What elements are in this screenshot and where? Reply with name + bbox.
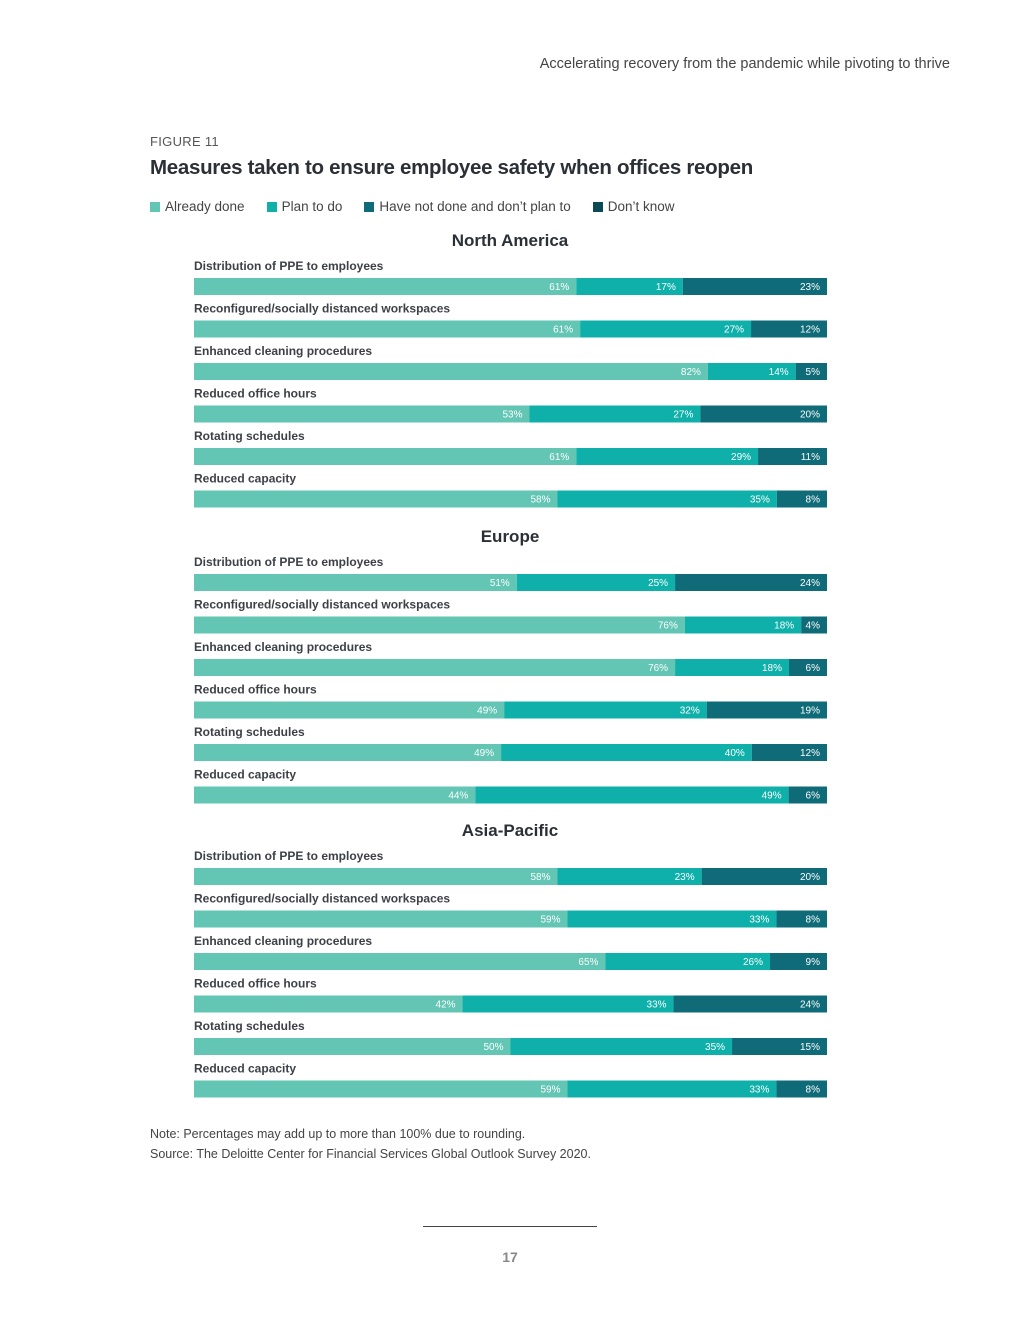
data-label: 40% [724,748,745,759]
bar-segment-plan-to-do [558,491,777,508]
bar-segment-already-done [194,996,463,1013]
row-label: Distribution of PPE to employees [194,849,384,863]
bar-segment-already-done [194,702,504,719]
data-label: 18% [762,663,783,674]
data-label: 76% [648,663,669,674]
row-label: Reconfigured/socially distanced workspaces [194,301,451,316]
bar-segment-already-done [194,278,576,295]
data-label: 8% [805,494,820,506]
source-text: Source: The Deloitte Center for Financial Services Global Outlook Survey 2020. [150,1147,591,1161]
bar-segment-plan-to-do [511,1038,733,1055]
data-label: 23% [799,282,820,293]
bar-segment-already-done [194,617,685,634]
bar-segment-plan-to-do [475,787,788,804]
data-label: 17% [655,282,676,293]
data-label: 25% [648,578,669,589]
data-label: 61% [553,324,574,336]
data-label: 8% [805,1084,820,1096]
data-label: 49% [477,705,498,717]
row-label: Reduced capacity [194,1061,297,1076]
data-label: 9% [805,957,820,968]
data-label: 26% [743,957,764,968]
data-label: 18% [774,620,795,632]
data-label: 61% [549,452,570,463]
row-label: Reduced office hours [194,386,317,401]
bar-segment-already-done [194,911,567,928]
data-label: 82% [680,367,701,378]
row-label: Enhanced cleaning procedures [194,934,373,948]
row-label: Reduced capacity [194,471,297,486]
data-label: 12% [799,748,820,759]
bar-segment-plan-to-do [567,911,776,928]
row-label: Enhanced cleaning procedures [194,344,373,358]
data-label: 33% [646,999,667,1011]
bar-segment-already-done [194,406,529,423]
data-label: 6% [805,790,820,802]
data-label: 29% [731,452,752,463]
bar-segment-plan-to-do [504,702,707,719]
data-label: 14% [768,367,789,378]
bar-segment-already-done [194,744,501,761]
row-label: Distribution of PPE to employees [194,555,384,569]
row-label: Reduced office hours [194,976,317,991]
data-label: 24% [799,578,820,589]
data-label: 4% [805,620,820,632]
data-label: 49% [761,790,782,802]
data-label: 53% [502,409,523,421]
running-header: Accelerating recovery from the pandemic while pivoting to thrive [539,56,950,72]
data-label: 58% [530,494,551,506]
data-label: 58% [530,872,551,883]
data-label: 44% [448,790,469,802]
data-label: 42% [435,999,456,1011]
row-label: Reduced office hours [194,682,317,697]
legend-label: Don’t know [607,199,675,214]
data-label: 50% [483,1042,504,1053]
bar-segment-already-done [194,868,558,885]
data-label: 49% [474,748,495,759]
data-label: 76% [657,620,678,632]
bar-segment-already-done [194,659,675,676]
row-label: Enhanced cleaning procedures [194,640,373,654]
region-title-asia-pacific: Asia-Pacific [461,821,559,840]
figure-label: FIGURE 11 [150,134,219,149]
bar-segment-plan-to-do [463,996,674,1013]
data-label: 23% [674,872,695,883]
data-label: 61% [549,282,570,293]
data-label: 19% [799,705,820,717]
legend-label: Plan to do [281,199,343,214]
bar-segment-already-done [194,321,580,338]
data-label: 8% [805,914,820,926]
data-label: 11% [800,452,820,463]
row-label: Rotating schedules [194,429,305,443]
row-label: Rotating schedules [194,1019,305,1033]
bar-segment-already-done [194,363,708,380]
bar-segment-already-done [194,787,475,804]
row-label: Distribution of PPE to employees [194,259,384,273]
bar-segment-already-done [194,953,605,970]
data-label: 59% [540,914,561,926]
row-label: Reconfigured/socially distanced workspaces [194,891,451,906]
bar-segment-plan-to-do [501,744,752,761]
data-label: 15% [799,1042,820,1053]
data-label: 12% [799,324,820,336]
row-label: Reduced capacity [194,767,297,782]
region-title-north-america: North America [451,231,569,250]
data-label: 32% [679,705,700,717]
data-label: 33% [749,914,770,926]
bar-segment-already-done [194,1038,511,1055]
row-label: Reconfigured/socially distanced workspaces [194,597,451,612]
bar-segment-already-done [194,448,576,465]
data-label: 65% [578,957,599,968]
figure-title: Measures taken to ensure employee safety when offices reopen [150,156,753,179]
legend-label: Have not done and don’t plan to [379,199,571,214]
data-label: 35% [749,494,770,506]
data-label: 27% [724,324,745,336]
data-label: 5% [805,367,820,378]
bar-segment-already-done [194,574,517,591]
data-label: 27% [673,409,694,421]
legend-label: Already done [165,199,245,214]
data-label: 33% [749,1084,770,1096]
bar-segment-already-done [194,1081,567,1098]
data-label: 20% [799,872,820,883]
data-label: 20% [799,409,820,421]
bar-segment-plan-to-do [567,1081,776,1098]
data-label: 51% [489,578,510,589]
data-label: 6% [805,663,820,674]
data-label: 59% [540,1084,561,1096]
data-label: 35% [705,1042,726,1053]
page-number: 17 [502,1249,518,1265]
footer-rule [423,1226,597,1227]
chart-notes [150,1124,591,1164]
region-title-europe: Europe [480,527,540,546]
note-text: Note: Percentages may add up to more than 100% due to rounding. [150,1127,526,1141]
data-label: 24% [799,999,820,1011]
row-label: Rotating schedules [194,725,305,739]
bar-segment-already-done [194,491,558,508]
